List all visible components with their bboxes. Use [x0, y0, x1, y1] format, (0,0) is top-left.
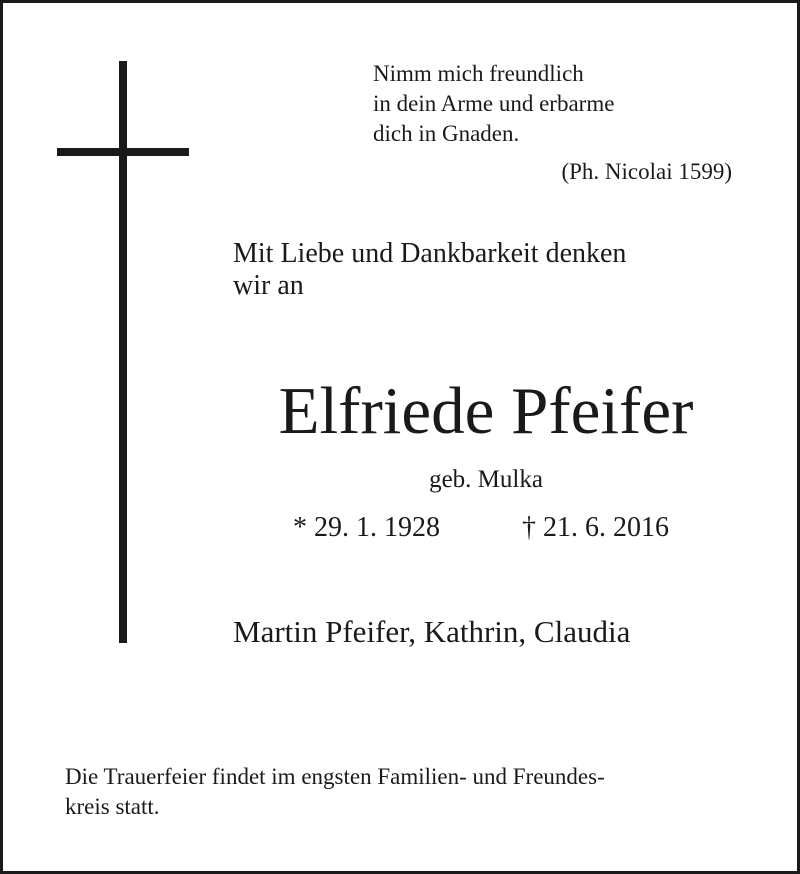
bible-verse: Nimm mich freundlich in dein Arme und erbarme dich in Gnaden.	[373, 61, 615, 146]
mourners-list: Martin Pfeifer, Kathrin, Claudia	[233, 614, 631, 649]
deceased-name: Elfriede Pfeifer	[278, 374, 694, 448]
death-date: † 21. 6. 2016	[522, 512, 669, 543]
birth-date: * 29. 1. 1928	[293, 512, 440, 543]
intro-text: Mit Liebe und Dankbarkeit denken wir an	[233, 238, 627, 301]
cross-icon-horizontal-bar	[57, 148, 189, 156]
maiden-name: geb. Mulka	[429, 466, 543, 493]
verse-source: (Ph. Nicolai 1599)	[561, 159, 732, 184]
funeral-notice: Die Trauerfeier findet im engsten Familien- und Freundes- kreis statt.	[65, 764, 605, 819]
